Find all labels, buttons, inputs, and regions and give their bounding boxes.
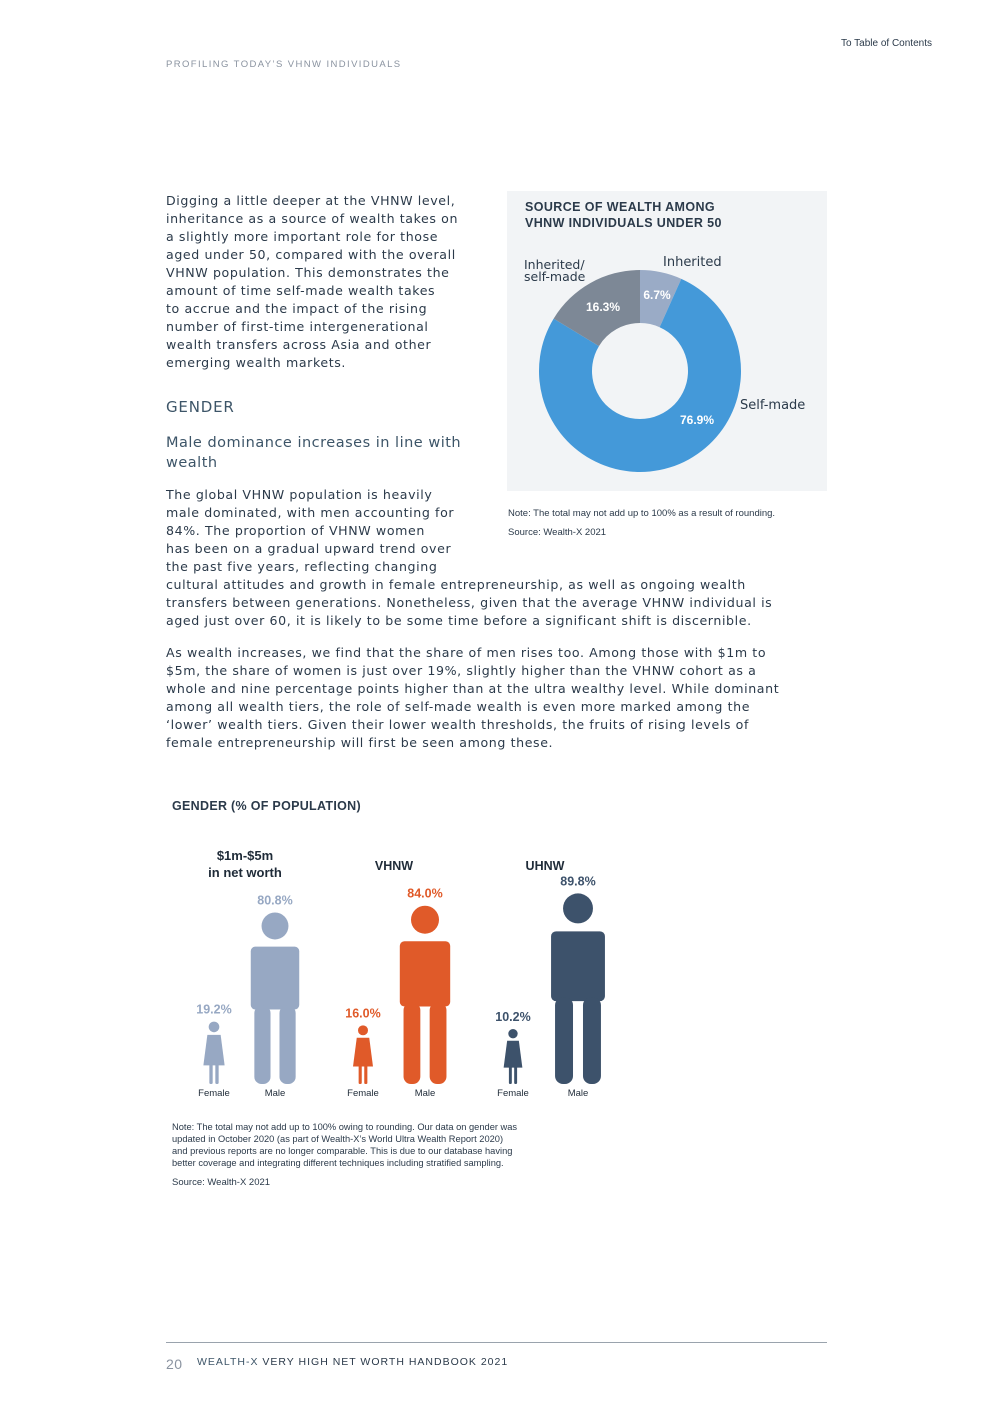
female-value-label: 16.0% — [345, 1006, 381, 1021]
donut-value-inherited: 6.7% — [643, 288, 671, 302]
gender-chart-note — [172, 1121, 602, 1169]
female-value-label: 10.2% — [495, 1010, 531, 1024]
text-line: VHNW population. This demonstrates the — [166, 265, 450, 280]
group-label-1m-5m: in net worth — [208, 865, 282, 880]
text-line: female entrepreneurship will first be seen among these. — [166, 735, 554, 750]
female-axis-label: Female — [347, 1088, 379, 1099]
text-line: transfers between generations. Nonetheless, given that the average VHNW individual is — [166, 595, 773, 610]
text-line: whole and nine percentage points higher than at the ultra wealthy level. While dominant — [166, 681, 780, 696]
female-figure — [353, 1025, 373, 1084]
text-line: $5m, the share of women is just over 19%, slightly higher than the VHNW cohort as a — [166, 663, 757, 678]
female-figure — [504, 1029, 523, 1084]
donut-value-inherited-self-made: 16.3% — [585, 300, 621, 314]
text-line: inheritance as a source of wealth takes on — [166, 211, 459, 226]
note-line: better coverage and integrating different techniques including stratified sampling. — [172, 1158, 504, 1168]
female-figure — [203, 1022, 224, 1084]
text-line: among all wealth tiers, the role of self-made wealth is even more marked among the — [166, 699, 751, 714]
text-line: As wealth increases, we find that the share of men rises too. Among those with $1m to — [166, 645, 767, 660]
male-axis-label: Male — [414, 1088, 436, 1099]
gender-chart — [160, 840, 630, 1105]
male-value-label: 89.8% — [560, 874, 596, 889]
page-number: 20 — [166, 1356, 183, 1372]
male-figure — [251, 913, 299, 1084]
gender-paragraph-2 — [166, 644, 827, 752]
text-line: Digging a little deeper at the VHNW level, — [166, 193, 456, 208]
male-figure — [551, 893, 605, 1084]
gender-chart-source: Source: Wealth-X 2021 — [172, 1177, 271, 1188]
text-line: the past five years, reflecting changing — [166, 559, 438, 574]
male-value-label: 80.8% — [257, 893, 293, 908]
text-line: ‘lower’ wealth tiers. Given their lower wealth thresholds, the fruits of rising levels of — [166, 717, 750, 732]
female-axis-label: Female — [497, 1088, 529, 1099]
table-of-contents-link[interactable]: To Table of Contents — [841, 38, 932, 49]
footer-title-text: VERY HIGH NET WORTH HANDBOOK 2021 — [262, 1356, 509, 1368]
donut-source: Source: Wealth-X 2021 — [508, 527, 607, 538]
group-label-1m-5m: $1m-$5m — [216, 848, 274, 863]
note-line: updated in October 2020 (as part of Wealth-X’s World Ultra Wealth Report 2020) — [172, 1134, 504, 1144]
text-line: emerging wealth markets. — [166, 355, 347, 370]
section-title: PROFILING TODAY’S VHNW INDIVIDUALS — [166, 59, 402, 70]
group-label-uhnw: UHNW — [525, 859, 565, 873]
group-label-vhnw: VHNW — [374, 859, 414, 873]
female-axis-label: Female — [198, 1088, 230, 1099]
male-axis-label: Male — [264, 1088, 286, 1099]
footer-brand: WEALTH-X — [197, 1356, 259, 1368]
male-axis-label: Male — [567, 1088, 589, 1099]
text-line: has been on a gradual upward trend over — [166, 541, 452, 556]
gender-subheading: Male dominance increases in line with wealth — [166, 435, 462, 471]
female-value-label: 19.2% — [196, 1002, 232, 1017]
text-line: cultural attitudes and growth in female entrepreneurship, as well as ongoing wealth — [166, 577, 746, 592]
male-figure — [400, 906, 450, 1084]
text-line: male dominated, with men accounting for — [166, 505, 455, 520]
donut-title-line: VHNW INDIVIDUALS UNDER 50 — [525, 216, 722, 230]
male-value-label: 84.0% — [407, 886, 443, 901]
intro-paragraph — [166, 192, 486, 372]
text-line: aged under 50, compared with the overall — [166, 247, 456, 262]
footer-title — [197, 1356, 508, 1368]
text-line: amount of time self-made wealth takes — [166, 283, 436, 298]
gender-heading: GENDER — [166, 398, 235, 416]
note-line: Note: The total may not add up to 100% owing to rounding. Our data on gender was — [172, 1122, 518, 1132]
donut-value-self-made: 76.9% — [679, 413, 715, 427]
donut-label-inherited-self-made: Inherited/ — [524, 257, 585, 272]
gender-chart-title: GENDER (% OF POPULATION) — [172, 799, 361, 813]
donut-title-line: SOURCE OF WEALTH AMONG — [525, 200, 716, 214]
donut-label-inherited: Inherited — [663, 255, 722, 270]
text-line: aged just over 60, it is likely to be some time before a significant shift is discernible. — [166, 613, 752, 628]
text-line: a slightly more important role for those — [166, 229, 439, 244]
text-line: to accrue and the impact of the rising — [166, 301, 428, 316]
donut-label-self-made: Self-made — [740, 398, 806, 413]
text-line: wealth transfers across Asia and other — [166, 337, 432, 352]
donut-label-inherited-self-made: self-made — [524, 269, 586, 284]
note-line: and previous reports are no longer comparable. This is due to our database having — [172, 1146, 513, 1156]
text-line: number of first-time intergenerational — [166, 319, 429, 334]
text-line: The global VHNW population is heavily — [166, 487, 433, 502]
donut-chart — [507, 191, 827, 491]
footer-divider — [166, 1342, 827, 1343]
text-line: 84%. The proportion of VHNW women — [166, 523, 425, 538]
donut-note: Note: The total may not add up to 100% as a result of rounding. — [508, 508, 776, 519]
